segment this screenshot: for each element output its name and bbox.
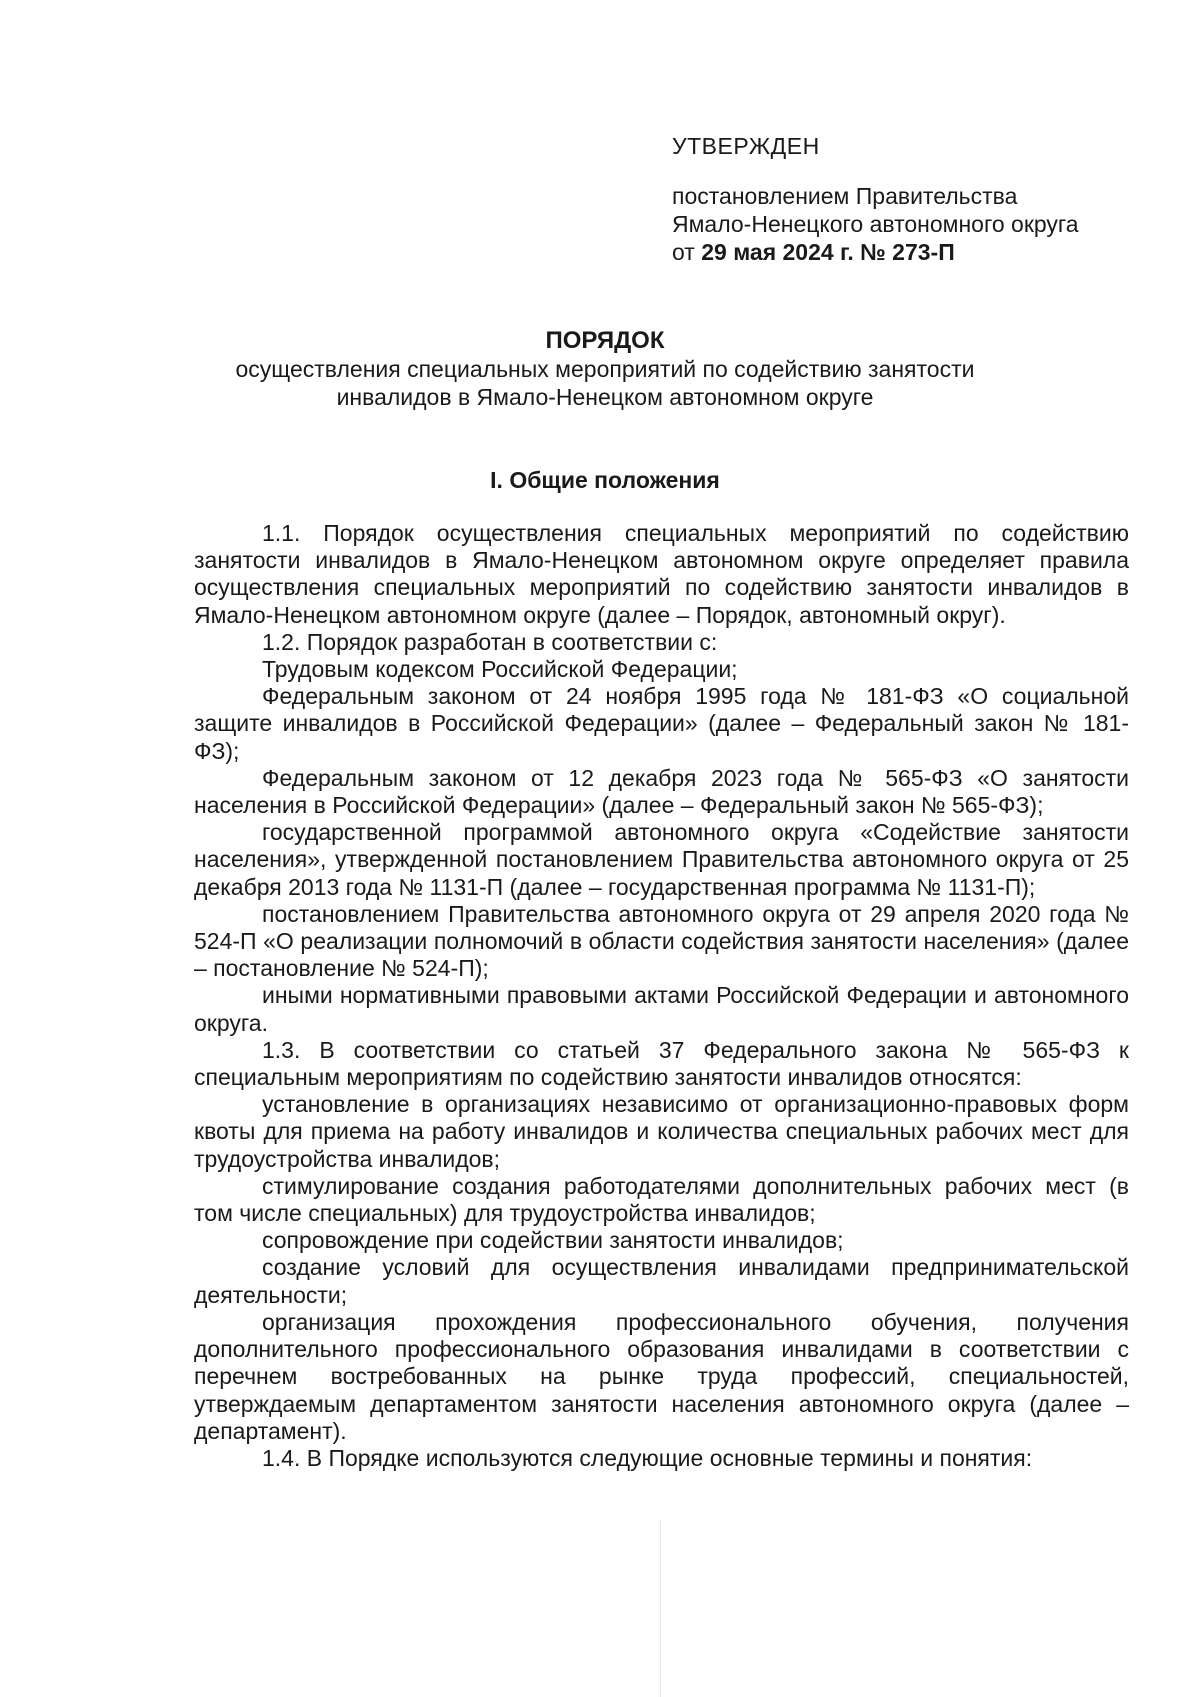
paragraph: сопровождение при содействии занятости инвалидов;	[262, 1227, 844, 1254]
paragraph: иными нормативными правовыми актами Российской Федерации и автономного округа.	[194, 982, 1129, 1036]
document-body	[194, 520, 1129, 1472]
document-title: ПОРЯДОК	[545, 327, 665, 354]
paragraph: Трудовым кодексом Российской Федерации;	[262, 656, 738, 683]
paragraph: организация прохождения профессионального обучения, получения дополнительного профессионального образования инвалидами в соответствии с перечнем востребованных на рынке труда профессий, специальностей, утверждаемым департаментом занятости населения автономного округа (далее – департамент).	[194, 1308, 1129, 1444]
paragraph: установление в организациях независимо от организационно-правовых форм квоты для приема на работу инвалидов и количества специальных рабочих мест для трудоустройства инвалидов;	[194, 1091, 1129, 1172]
paragraph: 1.1. Порядок осуществления специальных мероприятий по содействию занятости инвалидов в Ямало-Ненецком автономном округе определяет правила осуществления специальных мероприятий по содействию занятости инвалидов в Ямало-Ненецком автономном округе (далее – Порядок, автономный округ).	[194, 520, 1129, 628]
document-subtitle	[150, 355, 1060, 411]
approval-date-line	[672, 238, 1172, 266]
approval-number: № 273-П	[860, 239, 955, 265]
paragraph: государственной программой автономного округа «Содействие занятости населения», утвержденной постановлением Правительства автономного округа от 25 декабря 2013 года № 1131-П (далее – государственная программа № 1131-П);	[194, 819, 1129, 900]
section-title: I. Общие положения	[490, 467, 720, 493]
approval-line-1: постановлением Правительства	[672, 183, 1018, 209]
approval-heading: УТВЕРЖДЕН	[672, 133, 820, 159]
paragraph: постановлением Правительства автономного округа от 29 апреля 2020 года № 524-П «О реализации полномочий в области содействия занятости населения» (далее – постановление № 524-П);	[194, 900, 1129, 982]
paragraph: Федеральным законом от 12 декабря 2023 года № 565-ФЗ «О занятости населения в Российской Федерации» (далее – Федеральный закон № 565-ФЗ);	[194, 764, 1129, 819]
approval-line-2: Ямало-Ненецкого автономного округа	[672, 211, 1079, 237]
paragraph: 1.3. В соответствии со статьей 37 Федерального закона № 565-ФЗ к специальным мероприятиям по содействию занятости инвалидов относятся:	[194, 1036, 1129, 1091]
paragraph: создание условий для осуществления инвалидами предпринимательской деятельности;	[194, 1254, 1129, 1308]
approval-date-prefix: от	[672, 239, 695, 265]
paragraph: 1.4. В Порядке используются следующие основные термины и понятия:	[262, 1444, 1033, 1471]
approval-date: 29 мая 2024 г.	[701, 239, 854, 265]
approval-block	[672, 132, 1172, 266]
document-subtitle-line-2: инвалидов в Ямало-Ненецком автономном округе	[336, 384, 874, 410]
paragraph: 1.2. Порядок разработан в соответствии с:	[262, 628, 718, 655]
scan-artifact-line	[660, 1520, 661, 1697]
document-subtitle-line-1: осуществления специальных мероприятий по содействию занятости	[235, 356, 975, 382]
paragraph: Федеральным законом от 24 ноября 1995 года № 181-ФЗ «О социальной защите инвалидов в Российской Федерации» (далее – Федеральный закон № 181-ФЗ);	[194, 683, 1129, 764]
paragraph: стимулирование создания работодателями дополнительных рабочих мест (в том числе специальных) для трудоустройства инвалидов;	[194, 1172, 1129, 1227]
